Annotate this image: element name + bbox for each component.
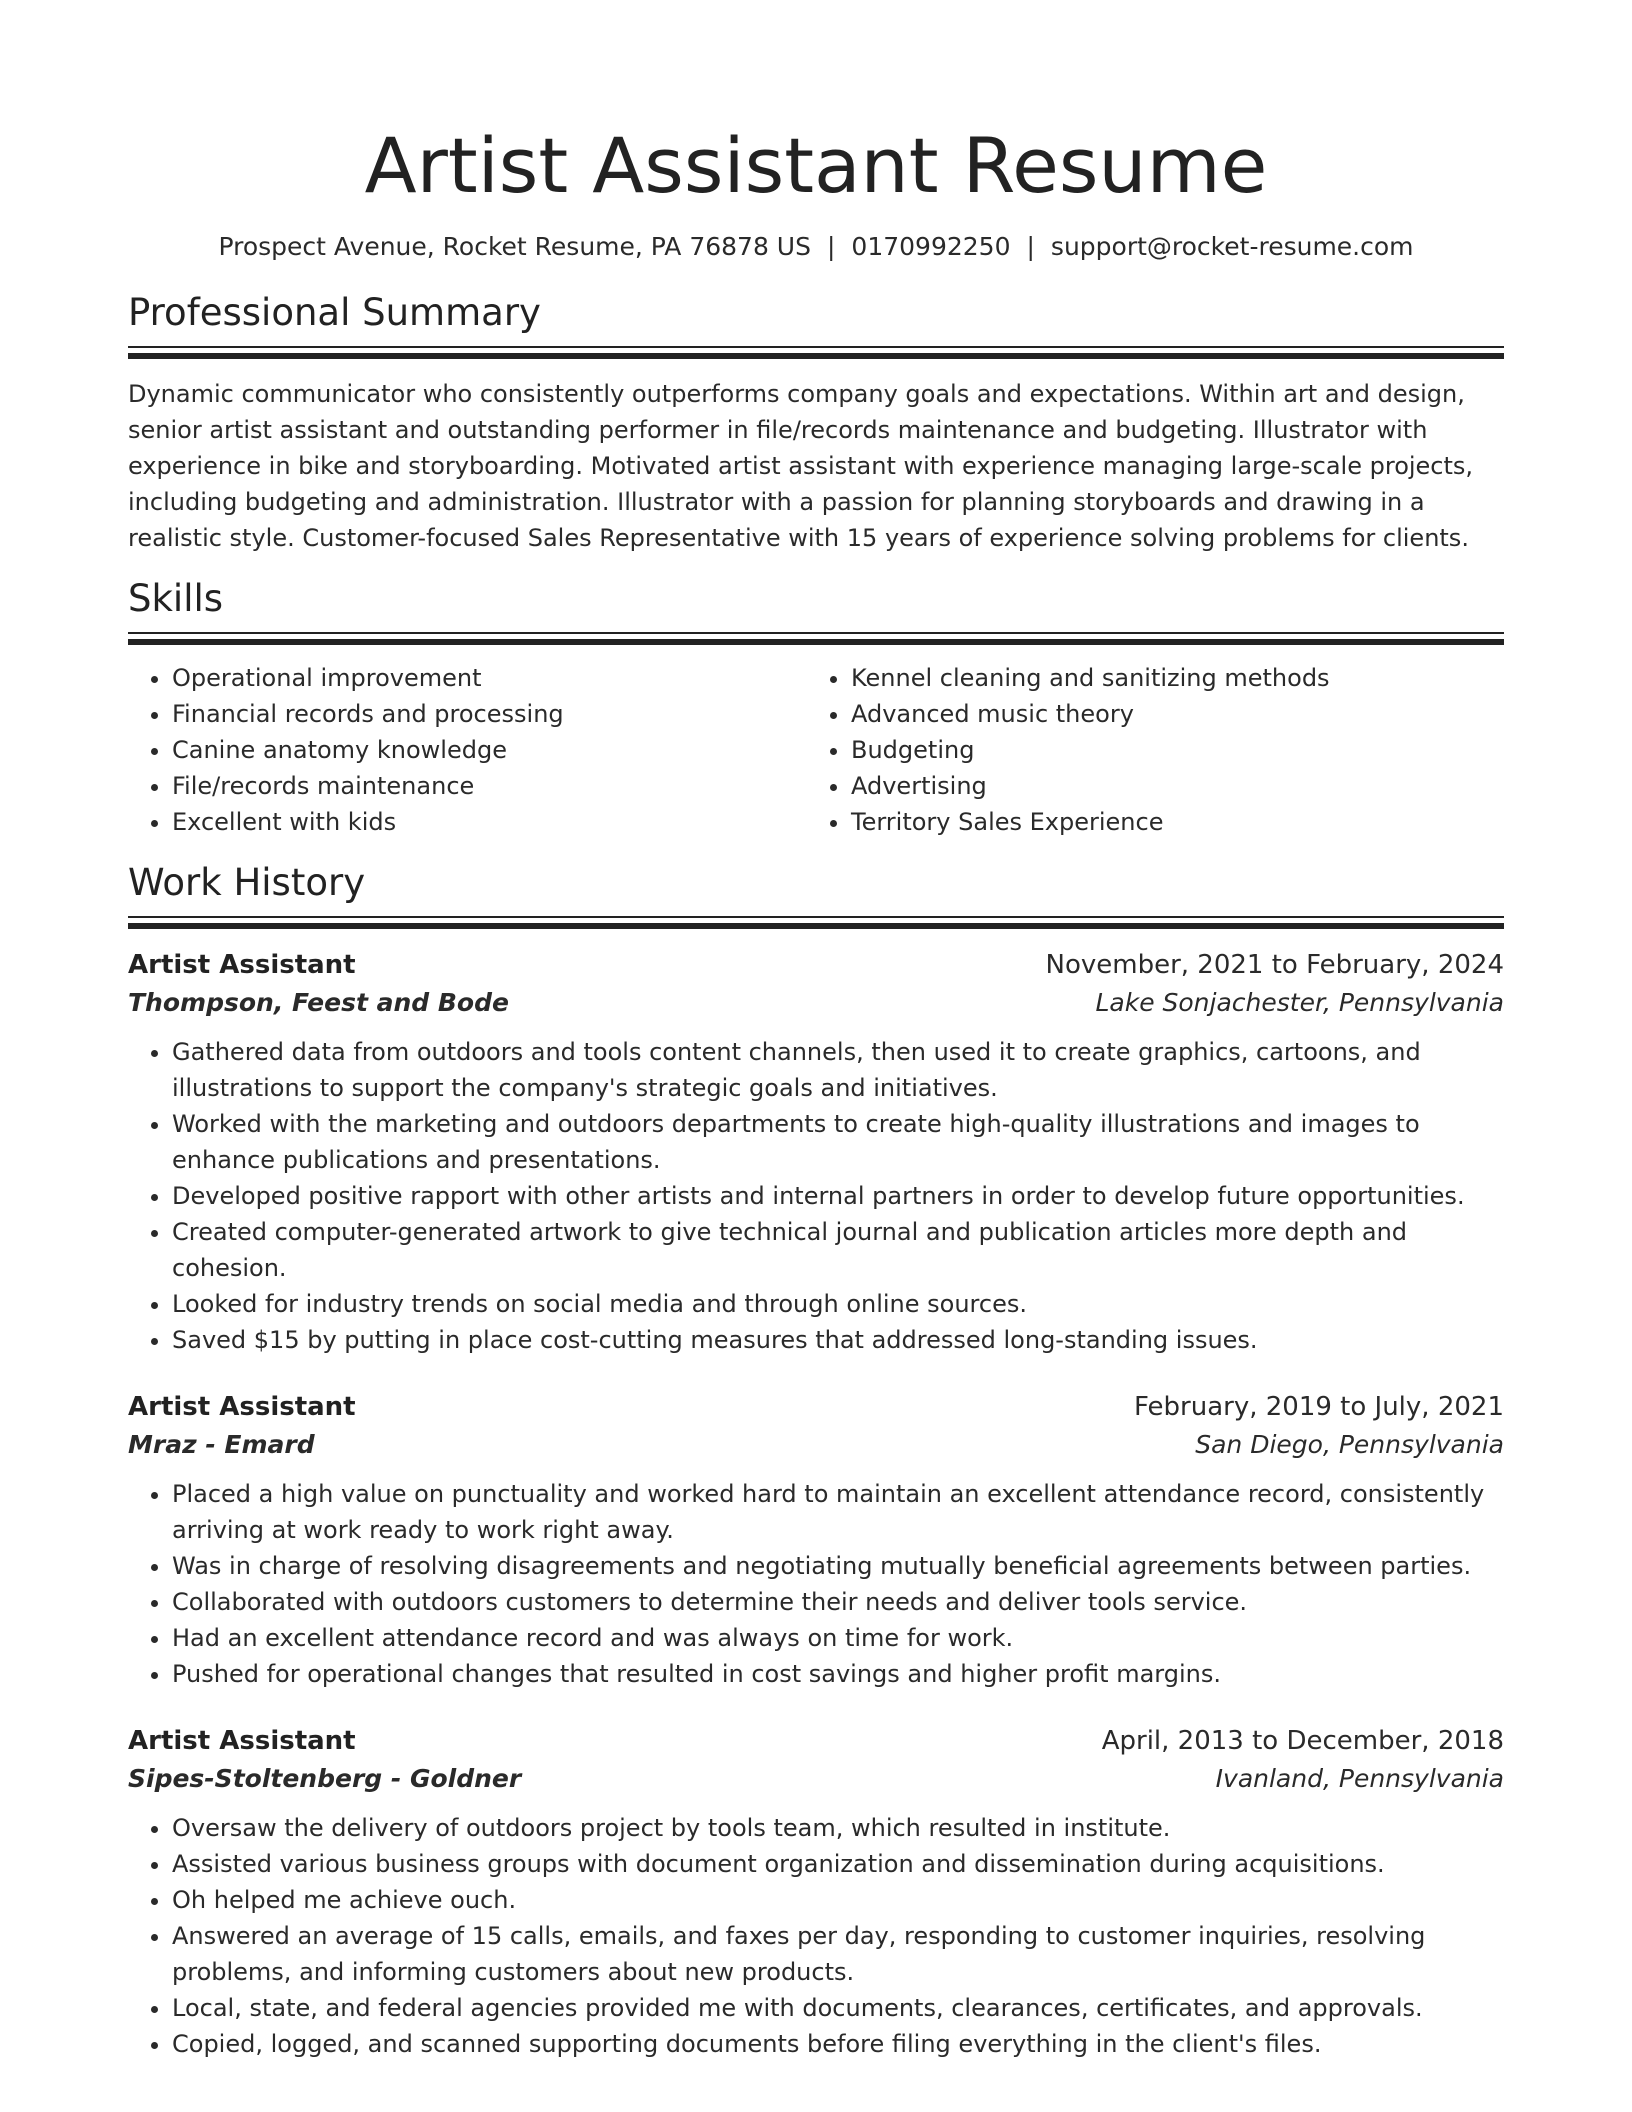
resume-page xyxy=(128,0,1504,2062)
job-subheader xyxy=(128,984,1504,1022)
section-heading-work-history: Work History xyxy=(128,861,366,904)
skill-item: • Budgeting xyxy=(851,732,1486,768)
contact-separator: | xyxy=(1026,232,1035,261)
job-header xyxy=(128,946,1504,984)
job-header xyxy=(128,1388,1504,1426)
job-location: San Diego, Pennsylvania xyxy=(1195,1430,1504,1459)
skills-columns xyxy=(128,660,1504,840)
job-header xyxy=(128,1722,1504,1760)
section-heading-summary: Professional Summary xyxy=(128,291,541,334)
contact-address: Prospect Avenue, Rocket Resume, PA 76878 US xyxy=(218,232,811,261)
skills-list-left xyxy=(128,660,807,840)
job-bullet: • Developed positive rapport with other artists and internal partners in order to develop future opportunities. xyxy=(172,1178,1504,1214)
job-bullet: • Created computer-generated artwork to give technical journal and publication articles more depth and cohesion. xyxy=(172,1214,1504,1286)
job-bullet: • Placed a high value on punctuality and worked hard to maintain an excellent attendance record, consistently arriving at work ready to work right away. xyxy=(172,1476,1504,1548)
contact-phone: 0170992250 xyxy=(851,232,1011,261)
job-bullet: • Had an excellent attendance record and was always on time for work. xyxy=(172,1620,1504,1656)
job-bullet: • Looked for industry trends on social media and through online sources. xyxy=(172,1286,1504,1322)
job-dates: April, 2013 to December, 2018 xyxy=(1101,1726,1504,1756)
resume-title: Artist Assistant Resume xyxy=(364,121,1268,210)
job-bullet: • Answered an average of 15 calls, emails, and faxes per day, responding to customer inquiries, resolving problems, and informing customers about new products. xyxy=(172,1918,1504,1990)
section-divider xyxy=(128,632,1504,648)
skill-item: • Territory Sales Experience xyxy=(851,804,1486,840)
contact-separator: | xyxy=(826,232,836,261)
skill-item: • Kennel cleaning and sanitizing methods xyxy=(851,660,1486,696)
job-bullet: • Worked with the marketing and outdoors departments to create high-quality illustrations and images to enhance publications and presentations. xyxy=(172,1106,1504,1178)
skills-list-right xyxy=(807,660,1486,840)
job-bullet: • Oversaw the delivery of outdoors project by tools team, which resulted in institute. xyxy=(172,1810,1504,1846)
job-entry xyxy=(128,946,1504,1358)
job-bullet: • Assisted various business groups with document organization and dissemination during acquisitions. xyxy=(172,1846,1504,1882)
skill-item: • Canine anatomy knowledge xyxy=(172,732,807,768)
section-divider xyxy=(128,346,1504,362)
job-dates: February, 2019 to July, 2021 xyxy=(1134,1392,1504,1422)
job-company: Sipes-Stoltenberg - Goldner xyxy=(128,1764,522,1793)
job-bullet: • Collaborated with outdoors customers to determine their needs and deliver tools service. xyxy=(172,1584,1504,1620)
contact-line xyxy=(128,230,1504,264)
job-bullets xyxy=(128,1476,1504,1692)
job-title: Artist Assistant xyxy=(128,1726,356,1756)
job-company: Thompson, Feest and Bode xyxy=(128,988,509,1017)
skill-item: • Advertising xyxy=(851,768,1486,804)
skill-item: • Financial records and processing xyxy=(172,696,807,732)
skill-item: • Excellent with kids xyxy=(172,804,807,840)
job-bullet: • Was in charge of resolving disagreements and negotiating mutually beneficial agreements between parties. xyxy=(172,1548,1504,1584)
job-location: Ivanland, Pennsylvania xyxy=(1215,1764,1504,1793)
job-subheader xyxy=(128,1426,1504,1464)
section-divider xyxy=(128,916,1504,932)
job-bullet: • Saved $15 by putting in place cost-cutting measures that addressed long-standing issues. xyxy=(172,1322,1504,1358)
job-dates: November, 2021 to February, 2024 xyxy=(1045,950,1504,980)
job-bullets xyxy=(128,1034,1504,1358)
job-location: Lake Sonjachester, Pennsylvania xyxy=(1095,988,1504,1017)
job-subheader xyxy=(128,1760,1504,1798)
skills-section xyxy=(128,574,1504,840)
work-history-section xyxy=(128,858,1504,2062)
summary-text: Dynamic communicator who consistently outperforms company goals and expectations. Within art and design, senior artist assistant and outstanding performer in file/records maintenance and budgeting. Illustrator with experience in bike and storyboarding. Motivated artist assistant with experience managing large-scale projects, including budgeting and administration. Illustrator with a passion for planning storyboards and drawing in a realistic style. Customer-focused Sales Representative with 15 years of experience solving problems for clients. xyxy=(128,380,1474,552)
job-bullet: • Oh helped me achieve ouch. xyxy=(172,1882,1504,1918)
job-bullets xyxy=(128,1810,1504,2062)
section-heading-skills: Skills xyxy=(128,577,224,620)
summary-section xyxy=(128,288,1504,556)
job-company: Mraz - Emard xyxy=(128,1430,315,1459)
job-entry xyxy=(128,1722,1504,2062)
job-title: Artist Assistant xyxy=(128,950,356,980)
skill-item: • Advanced music theory xyxy=(851,696,1486,732)
job-bullet: • Gathered data from outdoors and tools content channels, then used it to create graphics, cartoons, and illustrations to support the company's strategic goals and initiatives. xyxy=(172,1034,1504,1106)
skill-item: • File/records maintenance xyxy=(172,768,807,804)
job-bullet: • Copied, logged, and scanned supporting documents before filing everything in the client's files. xyxy=(172,2026,1504,2062)
job-title: Artist Assistant xyxy=(128,1392,356,1422)
job-bullet: • Pushed for operational changes that resulted in cost savings and higher profit margins. xyxy=(172,1656,1504,1692)
skill-item: • Operational improvement xyxy=(172,660,807,696)
contact-email: support@rocket-resume.com xyxy=(1050,232,1414,261)
job-bullet: • Local, state, and federal agencies provided me with documents, clearances, certificates, and approvals. xyxy=(172,1990,1504,2026)
job-entry xyxy=(128,1388,1504,1692)
